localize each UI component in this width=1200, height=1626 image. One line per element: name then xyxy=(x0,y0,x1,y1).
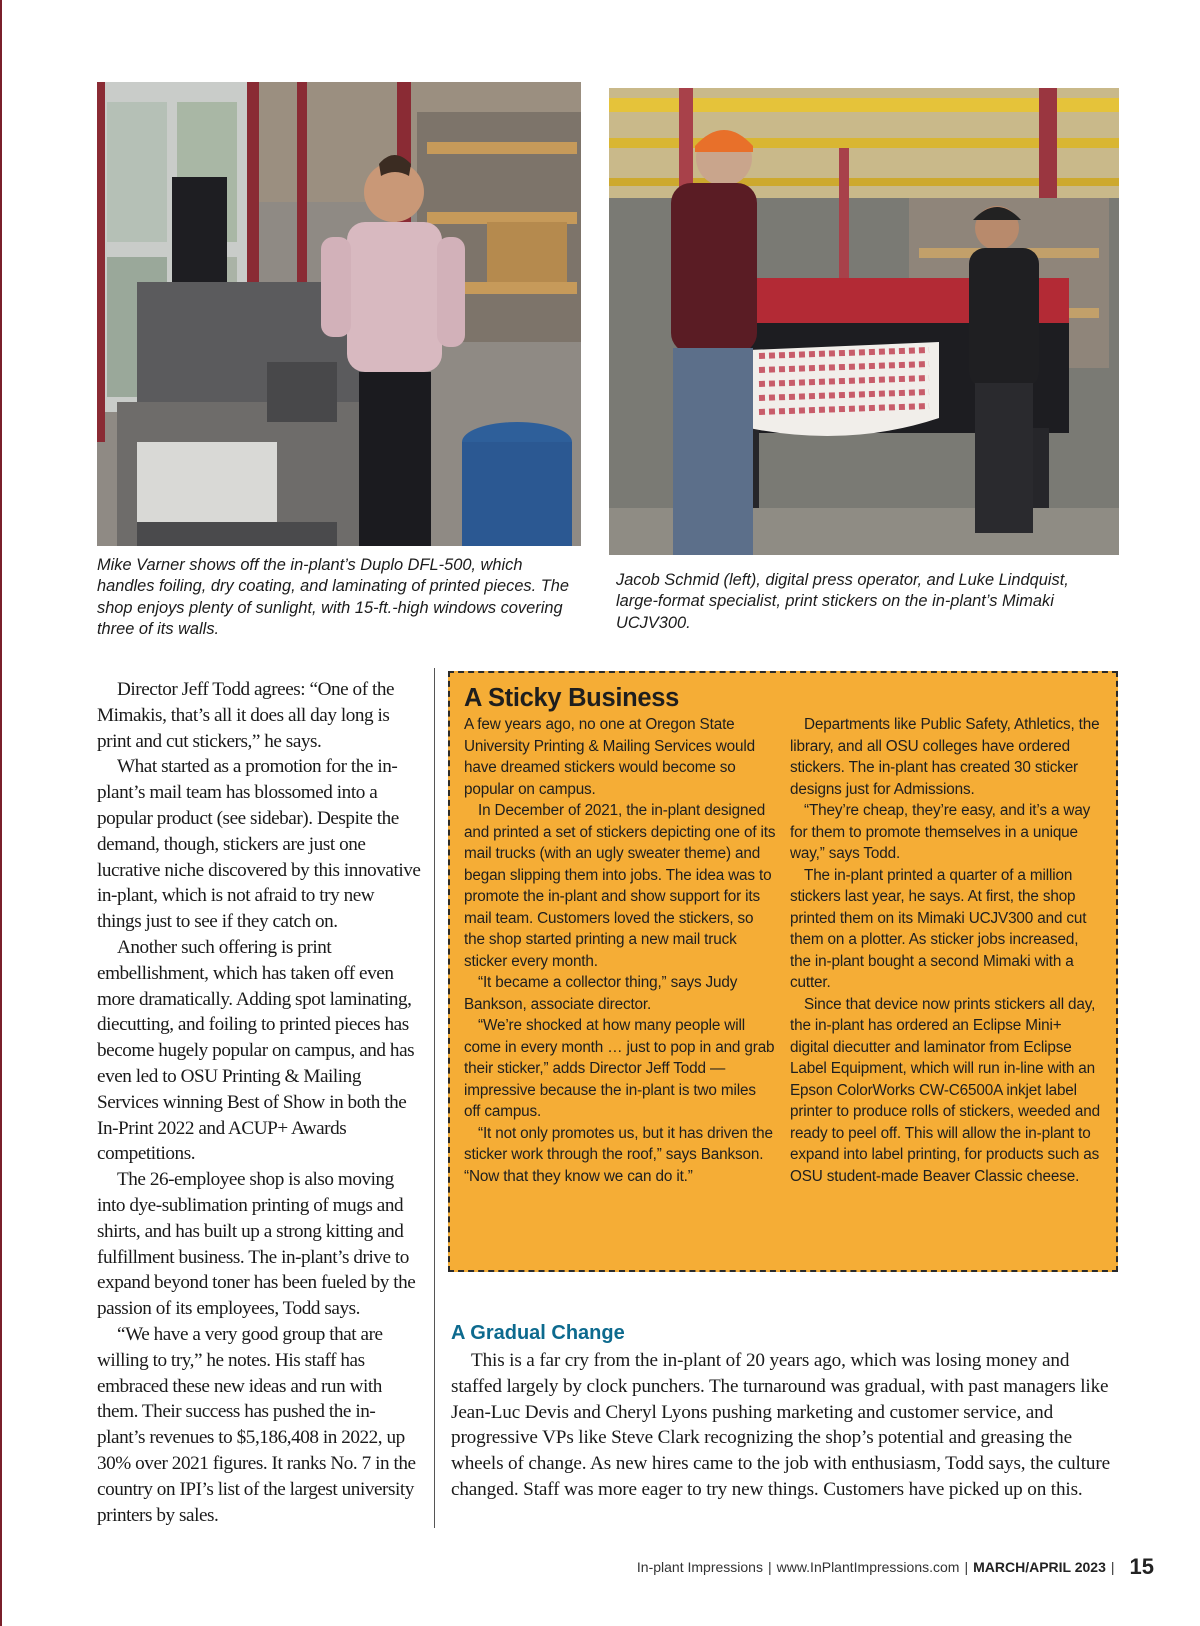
page-number: 15 xyxy=(1129,1554,1154,1579)
body-paragraph: What started as a promotion for the in-plant’s mail team has blossomed into a popular product (see sidebar). Despite the demand, though, stickers are just one lucrative niche discovered by this innovative in-plant, which is not afraid to try new things just to see if they catch on. xyxy=(97,756,421,933)
footer-url[interactable]: www.InPlantImpressions.com xyxy=(776,1559,960,1575)
sidebar-paragraph: Since that device now prints stickers all day, the in-plant has ordered an Eclipse Mini+ digital diecutter and laminator from Eclipse Label Equipment, which will run in-line with an Epson ColorWorks CW-C6500A inkjet label printer to produce rolls of stickers, weeded and ready to peel off. This will allow the in-plant to expand into label printing, for products such as OSU student-made Beaver Classic cheese. xyxy=(790,995,1100,1185)
sidebar-column-2 xyxy=(790,714,1102,1187)
footer-publication: In-plant Impressions xyxy=(636,1559,763,1575)
footer-issue: MARCH/APRIL 2023 xyxy=(973,1559,1106,1575)
sidebar-paragraph: A few years ago, no one at Oregon State University Printing & Mailing Services would have dreamed stickers would become so popular on campus. xyxy=(464,716,755,798)
page-edge-stripe xyxy=(0,0,2,1626)
body-paragraph: Director Jeff Todd agrees: “One of the Mimakis, that’s all it does all day long is print and cut stickers,” he says. xyxy=(97,679,395,752)
body-paragraph: “We have a very good group that are willing to try,” he notes. His staff has embraced these new ideas and run with them. Their success has pushed the in-plant’s revenues to $5,186,408 in 2022, up 30% over 2021 figures. It ranks No. 7 in the country on IPI’s list of the largest university printers by sales. xyxy=(97,1323,416,1526)
sidebar-column-1 xyxy=(464,714,776,1187)
sidebar-paragraph: “It became a collector thing,” says Judy Bankson, associate director. xyxy=(464,974,738,1013)
sidebar-paragraph: The in-plant printed a quarter of a million stickers last year, he says. At first, the shop printed them on its Mimaki UCJV300 and cut them on a plotter. As sticker jobs increased, the in-plant bought a second Mimaki with a cutter. xyxy=(790,866,1087,991)
sidebar-paragraph: “It not only promotes us, but it has driven the sticker work through the roof,” says Bankson. “Now that they know we can do it.” xyxy=(464,1124,773,1185)
sidebar-paragraph: “We’re shocked at how many people will come in every month … just to pop in and grab their sticker,” adds Director Jeff Todd — impressive because the in-plant is two miles off campus. xyxy=(464,1017,775,1120)
photo2-caption: Jacob Schmid (left), digital press operator, and Luke Lindquist, large-format specialist, print stickers on the in-plant’s Mimaki UCJV300. xyxy=(616,571,1069,632)
sidebar-title: A Sticky Business xyxy=(464,684,680,712)
footer-separator: | xyxy=(1110,1559,1115,1575)
column-divider xyxy=(434,668,435,1528)
footer-separator: | xyxy=(964,1559,969,1575)
photo-mimaki-sticker-printing xyxy=(609,88,1119,555)
body-paragraph: Another such offering is print embellishment, which has taken off even more dramatically. Adding spot laminating, diecutting, and foiling to printed pieces has become hugely popular on campus, and has even led to OSU Printing & Mailing Services winning Best of Show in both the In-Print 2022 and ACUP+ Awards competitions. xyxy=(97,936,415,1165)
section-body: This is a far cry from the in-plant of 20 years ago, which was losing money and staffed largely by clock punchers. The turnaround was gradual, with past managers like Jean-Luc Devis and Cheryl Lyons pushing marketing and customer service, and progressive VPs like Steve Clark recognizing the shop’s potential and greasing the wheels of change. As new hires came to the job with enthusiasm, Todd says, the culture changed. Staff was more eager to try new things. Customers have picked up on this. xyxy=(451,1350,1110,1500)
sidebar-paragraph: Departments like Public Safety, Athletics, the library, and all OSU colleges have ordered stickers. The in-plant has created 30 sticker designs just for Admissions. xyxy=(790,716,1100,798)
sidebar-paragraph: “They’re cheap, they’re easy, and it’s a way for them to promote themselves in a unique way,” says Todd. xyxy=(790,802,1091,862)
body-paragraph: The 26-employee shop is also moving into dye-sublimation printing of mugs and shirts, and has built up a strong kitting and fulfillment business. The in-plant’s drive to expand beyond toner has been fueled by the passion of its employees, Todd says. xyxy=(97,1169,416,1320)
footer-separator: | xyxy=(767,1559,772,1575)
section-heading: A Gradual Change xyxy=(451,1322,625,1344)
article-body-column xyxy=(97,677,421,1528)
photo-mike-varner-duplo xyxy=(97,82,581,546)
sidebar-paragraph: In December of 2021, the in-plant designed and printed a set of stickers depicting one of its mail trucks (with an ugly sweater theme) and began slipping them into jobs. The idea was to promote the in-plant and show support for its mail team. Customers loved the stickers, so the shop started printing a new mail truck sticker every month. xyxy=(464,802,776,970)
photo1-caption: Mike Varner shows off the in-plant’s Duplo DFL-500, which handles foiling, dry coating, and laminating of printed pieces. The shop enjoys plenty of sunlight, with 15-ft.-high windows covering three of its walls. xyxy=(97,556,569,639)
sidebar-sticky-business xyxy=(448,671,1118,1272)
page-footer xyxy=(637,1554,1154,1580)
